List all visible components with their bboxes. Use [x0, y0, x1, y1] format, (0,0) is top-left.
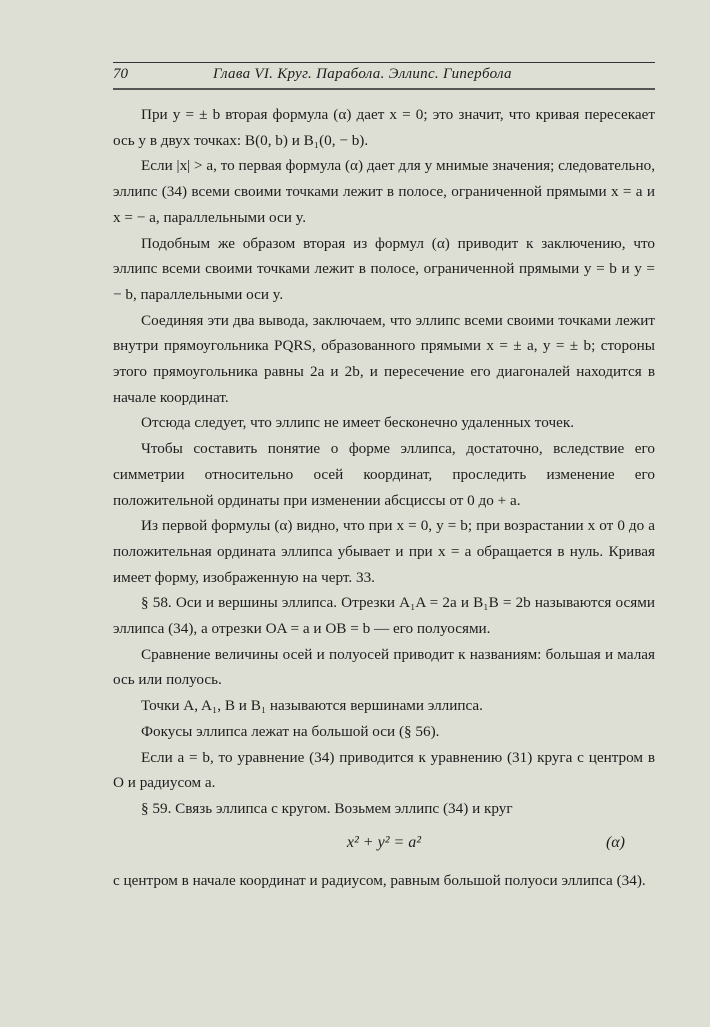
formula-label: (α) [605, 833, 625, 851]
page-body [113, 102, 655, 893]
page-header [113, 62, 655, 88]
paragraph-1: При y = ± b вторая формула (α) дает x = 0; это значит, что кривая пересекает ось y в двух точках: B(0, b) и B₁(0, − b). [113, 106, 655, 149]
header-rule-bottom [113, 88, 655, 90]
section-59-paragraph: § 59. Связь эллипса с кругом. Возьмем эллипс (34) и круг [141, 799, 513, 817]
paragraph-12: Если a = b, то уравнение (34) приводится к уравнению (31) круга с центром в O и радиусом a. [113, 748, 655, 792]
book-page [113, 62, 655, 893]
paragraph-5: Отсюда следует, что эллипс не имеет бесконечно удаленных точек. [141, 414, 574, 432]
section-58-paragraph: § 58. Оси и вершины эллипса. Отрезки A₁A = 2a и B₁B = 2b называются осями эллипса (34), а отрезки OA = a и OB = b — его полуосями. [113, 594, 655, 638]
running-head: Глава VI. Круг. Парабола. Эллипс. Гипербола [213, 66, 512, 82]
paragraph-14: с центром в начале координат и радиусом, равным большой полуоси эллипса (34). [113, 871, 646, 889]
formula-expression: x² + y² = a² [346, 833, 422, 851]
header-rule-top [113, 62, 655, 63]
paragraph-4: Соединяя эти два вывода, заключаем, что эллипс всеми своими точками лежит внутри прямоугольника PQRS, образованного прямыми x = ± a, y = ± b; стороны этого прямоугольника равны 2a и 2b, и пересечение его диагоналей находится в начале координат. [113, 311, 655, 406]
paragraph-6: Чтобы составить понятие о форме эллипса, достаточно, вследствие его симметрии относительно осей координат, проследить изменение его положительной ординаты при изменении абсциссы от 0 до + a. [113, 440, 655, 509]
paragraph-9: Сравнение величины осей и полуосей приводит к названиям: большая и малая ось или полуось. [113, 645, 655, 689]
circle-equation [113, 828, 655, 858]
paragraph-10: Точки A, A₁, B и B₁ называются вершинами эллипса. [141, 697, 483, 715]
paragraph-3: Подобным же образом вторая из формул (α) приводит к заключению, что эллипс всеми своими точками лежит в полосе, ограниченной прямыми y = b и y = − b, параллельными оси y. [113, 234, 655, 303]
paragraph-2: Если |x| > a, то первая формула (α) дает для y мнимые значения; следовательно, эллипс (34) всеми своими точками лежит в полосе, ограниченной прямыми x = a и x = − a, параллельными оси y. [113, 157, 655, 226]
paragraph-7: Из первой формулы (α) видно, что при x = 0, y = b; при возрастании x от 0 до a положительная ордината эллипса убывает и при x = a обращается в нуль. Кривая имеет форму, изображенную на черт. 33. [113, 517, 655, 586]
paragraph-11: Фокусы эллипса лежат на большой оси (§ 56). [141, 722, 440, 740]
page-number: 70 [113, 66, 128, 82]
